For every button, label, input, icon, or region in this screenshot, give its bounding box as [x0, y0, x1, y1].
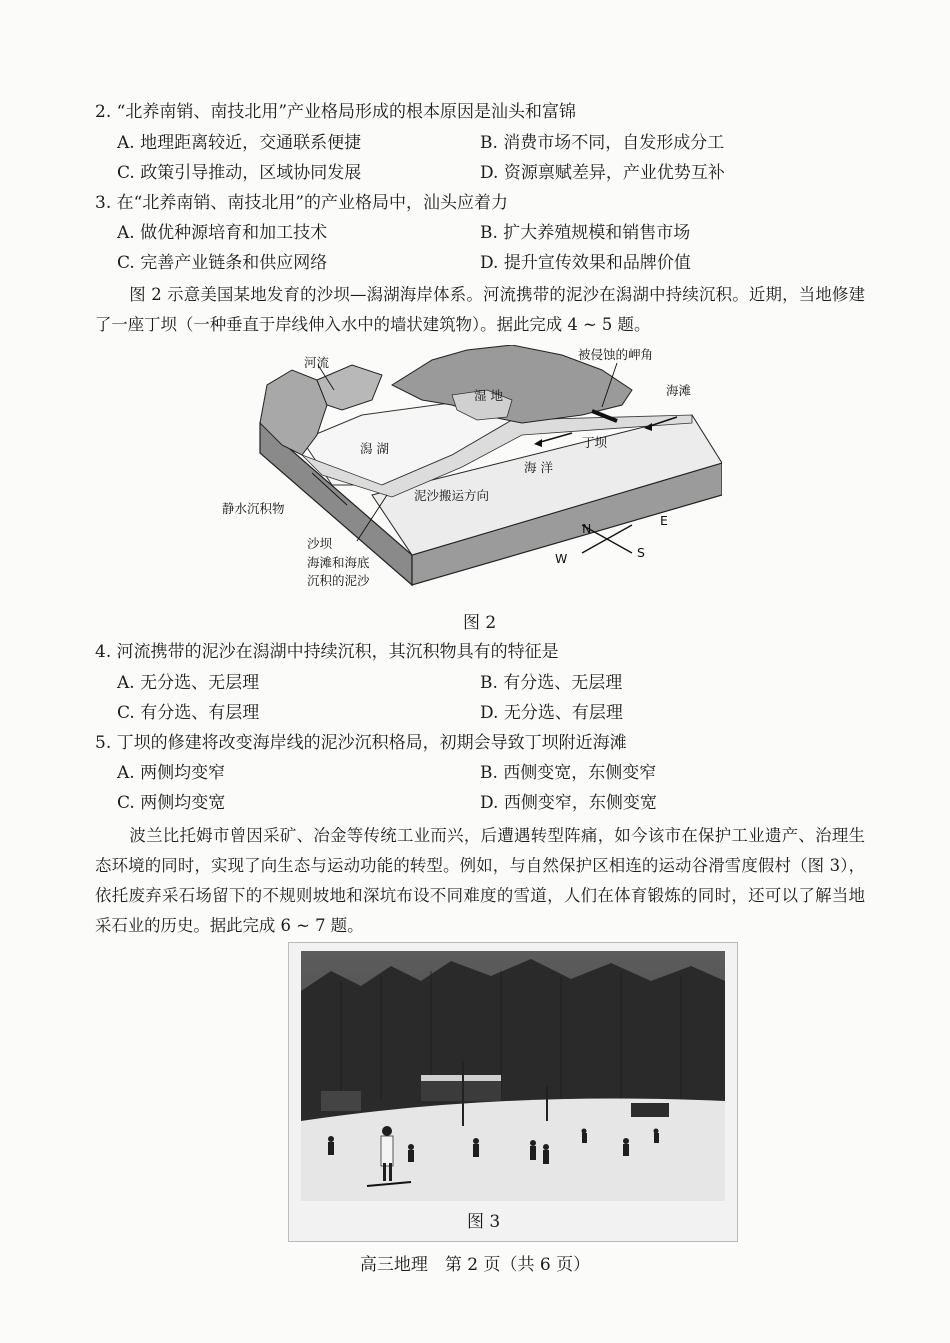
label-eroded-cape: 被侵蚀的岬角	[578, 347, 654, 362]
q2-option-a: A. 地理距离较近，交通联系便捷	[117, 133, 362, 153]
figure3-frame	[288, 942, 738, 1242]
label-ocean: 海 洋	[524, 460, 553, 475]
hut	[321, 1091, 361, 1111]
figure2-caption: 图 2	[463, 613, 497, 633]
compass-s: S	[637, 545, 645, 560]
q4-option-a: A. 无分选、无层理	[117, 673, 260, 693]
label-lagoon: 潟 湖	[360, 441, 389, 456]
compass-w: W	[555, 551, 568, 566]
q5-option-a: A. 两侧均变窄	[117, 763, 226, 783]
page-footer: 高三地理 第 2 页（共 6 页）	[359, 1255, 591, 1275]
q3-option-b: B. 扩大养殖规模和销售市场	[480, 223, 691, 243]
q3-option-c: C. 完善产业链条和供应网络	[117, 253, 328, 273]
compass-n: N	[582, 521, 592, 536]
label-beach: 海滩	[666, 383, 692, 398]
q2-option-b: B. 消费市场不同，自发形成分工	[480, 133, 725, 153]
compass-e: E	[660, 513, 668, 528]
river-hill	[317, 365, 382, 410]
q2-option-c: C. 政策引导推动，区域协同发展	[117, 163, 362, 183]
label-river: 河流	[304, 355, 330, 370]
q4-option-b: B. 有分选、无层理	[480, 673, 623, 693]
figure3-caption: 图 3	[467, 1212, 501, 1232]
label-beach-seabed-1: 海滩和海底	[307, 555, 370, 570]
intro-6-7	[95, 821, 865, 941]
arrow-mid-head	[534, 439, 542, 447]
intro-4-5-text: 图 2 示意美国某地发育的沙坝—潟湖海岸体系。河流携带的泥沙在潟湖中持续沉积。近期，当地修建了一座丁坝（一种垂直于岸线伸入水中的墙状建筑物）。据此完成 4 ~ 5 题。	[95, 285, 865, 334]
q5-option-d: D. 西侧变窄，东侧变宽	[480, 793, 657, 813]
label-sand-transport: 泥沙搬运方向	[414, 488, 490, 503]
label-wetland: 湿 地	[474, 388, 503, 403]
q5-option-c: C. 两侧均变宽	[117, 793, 226, 813]
q3-option-d: D. 提升宣传效果和品牌价值	[480, 253, 691, 273]
q2-stem: 2. “北养南销、南技北用”产业格局形成的根本原因是汕头和富锦	[95, 102, 577, 122]
snow-groomer	[631, 1103, 669, 1117]
q5-option-b: B. 西侧变宽，东侧变窄	[480, 763, 657, 783]
figure2-diagram	[222, 345, 722, 605]
intro-6-7-text: 波兰比托姆市曾因采矿、冶金等传统工业而兴，后遭遇转型阵痛，如今该市在保护工业遗产、治理生态环境的同时，实现了向生态与运动功能的转型。例如，与自然保护区相连的运动谷滑雪度假村（图 3），依托废弃采石场留下的不规则坡地和深坑布设不同难度的雪道，人们在体育锻炼的同时，还可以了解当地采石业的历史。据此完成 6 ~ 7 题。	[95, 826, 865, 935]
lodge	[421, 1079, 501, 1101]
q3-stem: 3. 在“北养南销、南技北用”的产业格局中，汕头应着力	[95, 193, 509, 213]
q2-option-d: D. 资源禀赋差异，产业优势互补	[480, 163, 725, 183]
label-still-water-sediment: 静水沉积物	[222, 501, 285, 516]
q4-option-c: C. 有分选、有层理	[117, 703, 260, 723]
label-beach-seabed-2: 沉积的泥沙	[307, 573, 370, 588]
arrow-mid	[537, 433, 572, 443]
label-groin: 丁坝	[582, 435, 608, 450]
figure3-photo	[301, 951, 725, 1201]
q4-option-d: D. 无分选、有层理	[480, 703, 623, 723]
q4-stem: 4. 河流携带的泥沙在潟湖中持续沉积，其沉积物具有的特征是	[95, 642, 559, 662]
intro-4-5	[95, 280, 865, 340]
q5-stem: 5. 丁坝的修建将改变海岸线的泥沙沉积格局，初期会导致丁坝附近海滩	[95, 733, 627, 753]
q3-option-a: A. 做优种源培育和加工技术	[117, 223, 328, 243]
label-sandbar: 沙坝	[307, 536, 333, 551]
